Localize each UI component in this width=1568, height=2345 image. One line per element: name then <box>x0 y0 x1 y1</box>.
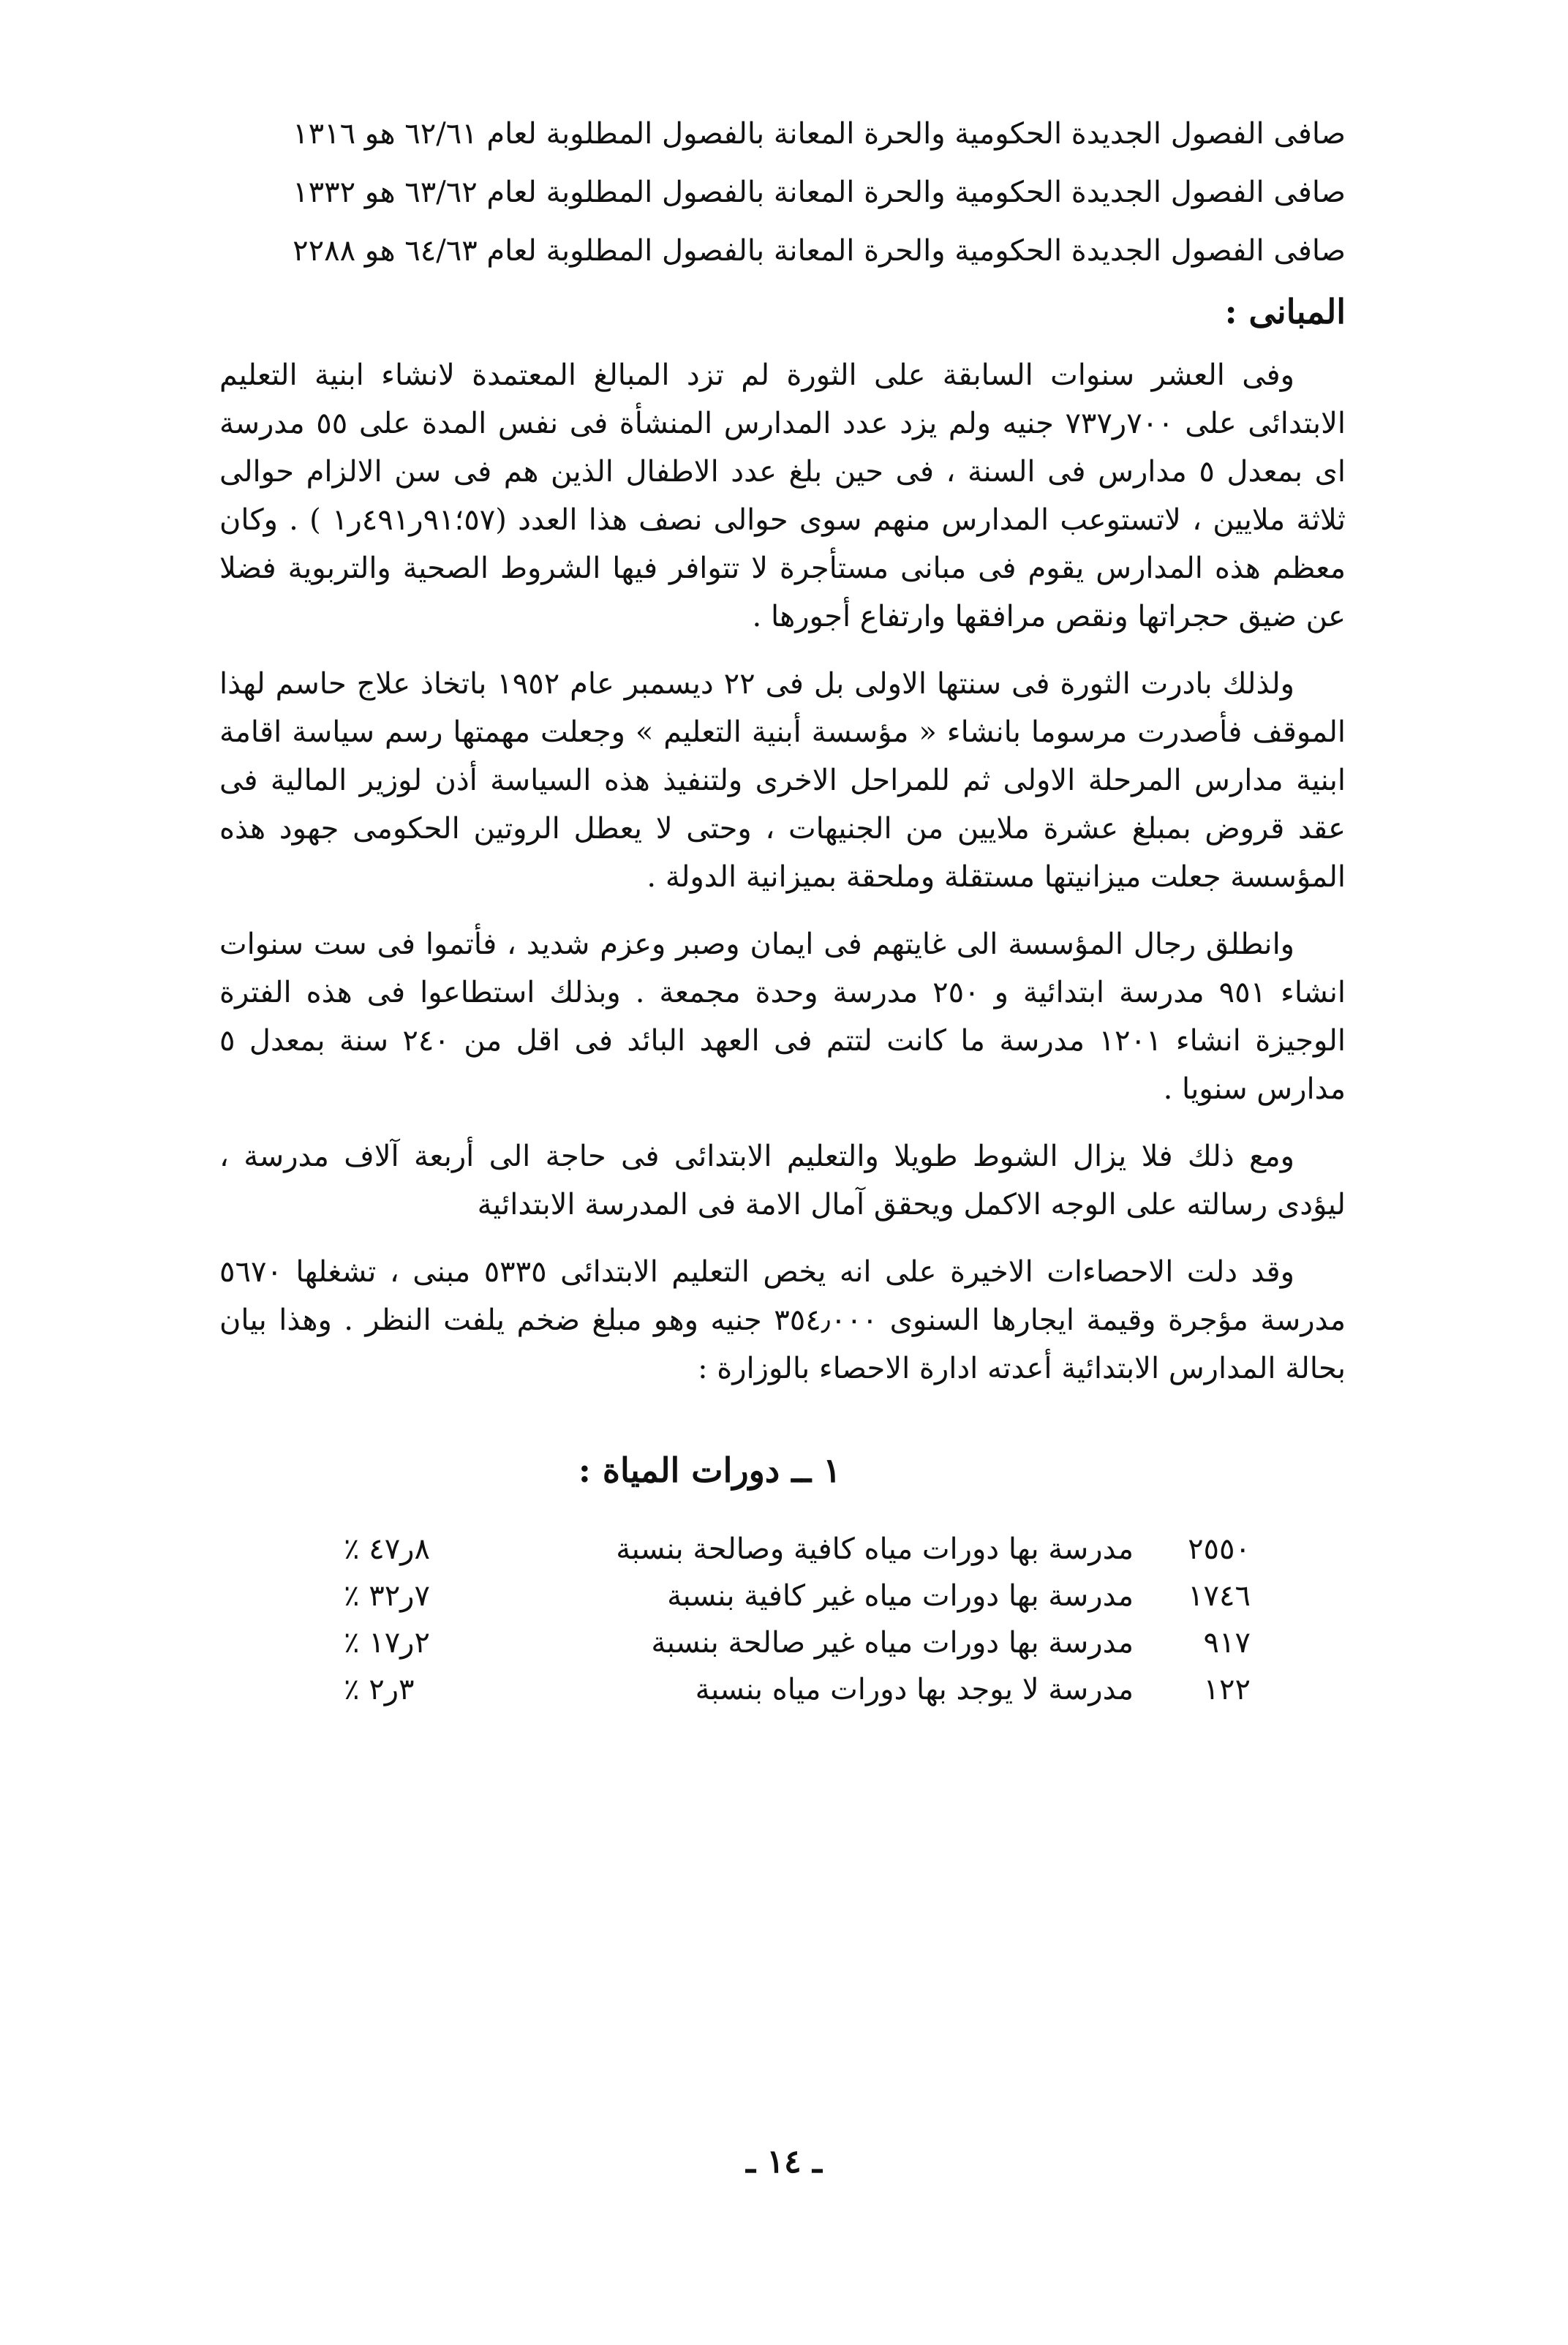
paragraph-revolution-foundation: ولذلك بادرت الثورة فى سنتها الاولى بل فى ٢٢ ديسمبر عام ١٩٥٢ باتخاذ علاج حاسم لهذا الموقف فأصدرت مرسوما بانشاء « مؤسسة أبنية التعليم » وجعلت مهمتها رسم سياسة اقامة ابنية مدارس المرحلة الاولى ثم للمراحل الاخرى ولتنفيذ هذه السياسة أذن لوزير المالية فى عقد قروض بمبلغ عشرة ملايين من الجنيهات ، وحتى لا يعطل الروتين الحكومى جهود هذه المؤسسة جعلت ميزانيتها مستقلة وملحقة بميزانية الدولة . <box>219 667 1346 894</box>
list-item <box>219 1666 1346 1713</box>
list-item <box>219 1573 1346 1619</box>
stat-percentage: ٧ر٣٢ ٪ <box>344 1579 430 1613</box>
list-item <box>219 1526 1346 1573</box>
section-heading: المبانى : <box>1224 292 1346 331</box>
stat-count: ٩١٧ <box>1203 1626 1251 1660</box>
stat-count: ٢٥٥٠ <box>1188 1532 1251 1566</box>
stat-percentage: ٣ر٢ ٪ <box>344 1673 415 1706</box>
stat-description: مدرسة بها دورات مياه غير صالحة بنسبة <box>651 1626 1134 1660</box>
water-facilities-list <box>219 1526 1346 1713</box>
paragraph-buildings-history: وفى العشر سنوات السابقة على الثورة لم تزد المبالغ المعتمدة لانشاء ابنية التعليم الابتدائى على ٧٠٠ر٧٣٧ جنيه ولم يزد عدد المدارس المنشأة فى نفس المدة على ٥٥ مدرسة اى بمعدل ٥ مدارس فى السنة ، فى حين بلغ عدد الاطفال الذين هم فى سن الالزام حوالى ثلاثة ملايين ، لاتستوعب المدارس منهم سوى حوالى نصف هذا العدد (٥٧؛٩١ر٤٩١ر١ ) . وكان معظم هذه المدارس يقوم فى مبانى مستأجرة لا تتوافر فيها الشروط الصحية والتربوية فضلا عن ضيق حجراتها ونقص مرافقها وارتفاع أجورها . <box>219 358 1346 633</box>
stat-percentage: ٢ر١٧ ٪ <box>344 1626 430 1660</box>
intro-line-2: صافى الفصول الجديدة الحكومية والحرة المعانة بالفصول المطلوبة لعام ٦٣/٦٢ هو ١٣٣٢ <box>293 176 1346 209</box>
stat-percentage: ٨ر٤٧ ٪ <box>344 1532 430 1566</box>
subheading-water-facilities: ١ ــ دورات المياة : <box>578 1450 841 1490</box>
stat-count: ١٧٤٦ <box>1188 1579 1251 1613</box>
intro-line-3: صافى الفصول الجديدة الحكومية والحرة المعانة بالفصول المطلوبة لعام ٦٤/٦٣ هو ٢٢٨٨ <box>293 234 1346 268</box>
paragraph-remaining-need: ومع ذلك فلا يزال الشوط طويلا والتعليم الابتدائى فى حاجة الى أربعة آلاف مدرسة ، ليؤدى رسالته على الوجه الاكمل ويحقق آمال الامة فى المدرسة الابتدائية <box>219 1140 1346 1222</box>
stat-description: مدرسة لا يوجد بها دورات مياه بنسبة <box>695 1673 1134 1706</box>
paragraph-schools-built: وانطلق رجال المؤسسة الى غايتهم فى ايمان وصبر وعزم شديد ، فأتموا فى ست سنوات انشاء ٩٥١ مدرسة ابتدائية و ٢٥٠ مدرسة وحدة مجمعة . وبذلك استطاعوا فى هذه الفترة الوجيزة انشاء ١٢٠١ مدرسة ما كانت لتتم فى العهد البائد فى اقل من ٢٤٠ سنة بمعدل ٥ مدارس سنويا . <box>219 927 1346 1106</box>
list-item <box>219 1619 1346 1666</box>
stat-description: مدرسة بها دورات مياه غير كافية بنسبة <box>667 1579 1134 1613</box>
intro-line-1: صافى الفصول الجديدة الحكومية والحرة المعانة بالفصول المطلوبة لعام ٦٢/٦١ هو ١٣١٦ <box>293 117 1346 151</box>
paragraph-statistics: وقد دلت الاحصاءات الاخيرة على انه يخص التعليم الابتدائى ٥٣٣٥ مبنى ، تشغلها ٥٦٧٠ مدرسة مؤجرة وقيمة ايجارها السنوى ٣٥٤٫٠٠٠ جنيه وهو مبلغ ضخم يلفت النظر . وهذا بيان بحالة المدارس الابتدائية أعدته ادارة الاحصاء بالوزارة : <box>219 1255 1346 1385</box>
stat-description: مدرسة بها دورات مياه كافية وصالحة بنسبة <box>616 1532 1134 1566</box>
document-page <box>219 110 1346 1713</box>
page-number: ـ ١٤ ـ <box>746 2143 822 2180</box>
stat-count: ١٢٢ <box>1203 1673 1251 1706</box>
